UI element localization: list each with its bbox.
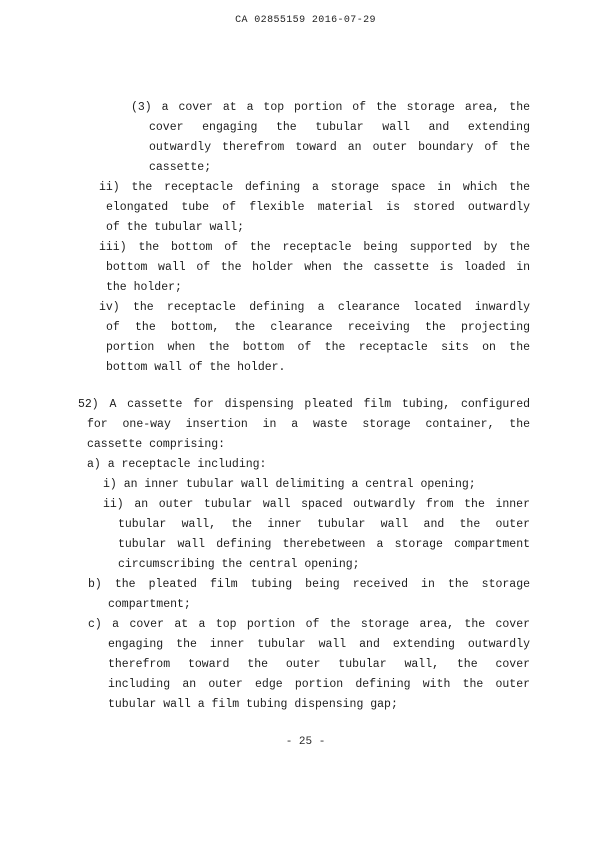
claim-text-line: the holder; bbox=[106, 281, 182, 294]
claim-text-line: outwardly therefrom toward an outer boundary of the bbox=[149, 141, 530, 154]
claim-text-line: c) a cover at a top portion of the storage area, the cover bbox=[88, 618, 530, 631]
claim-text-line: therefrom toward the outer tubular wall, the cover bbox=[108, 658, 530, 671]
claim-text-line: portion when the bottom of the receptacle sits on the bbox=[106, 341, 530, 354]
claim-text-line: ii) the receptacle defining a storage space in which the bbox=[99, 181, 530, 194]
claim-text-line: cassette comprising: bbox=[87, 438, 226, 451]
claim-text-line: a) a receptacle including: bbox=[87, 458, 267, 471]
claim-text-line: iii) the bottom of the receptacle being supported by the bbox=[99, 241, 530, 254]
claim-text-line: cassette; bbox=[149, 161, 212, 174]
document-header: CA 02855159 2016-07-29 bbox=[235, 15, 376, 26]
claim-text-line: bottom wall of the holder when the cassette is loaded in bbox=[106, 261, 530, 274]
claim-text-line: elongated tube of flexible material is stored outwardly bbox=[106, 201, 530, 214]
claim-text-line: tubular wall defining therebetween a storage compartment bbox=[118, 538, 530, 551]
claim-text-line: ii) an outer tubular wall spaced outwardly from the inner bbox=[103, 498, 530, 511]
claim-text-line: of the tubular wall; bbox=[106, 221, 245, 234]
claim-text-line: engaging the inner tubular wall and extending outwardly bbox=[108, 638, 530, 651]
claim-text-line: tubular wall, the inner tubular wall and the outer bbox=[118, 518, 530, 531]
claim-text-line: 52) A cassette for dispensing pleated film tubing, configured bbox=[78, 398, 530, 411]
claim-text-line: of the bottom, the clearance receiving the projecting bbox=[106, 321, 530, 334]
claim-text-line: tubular wall a film tubing dispensing gap; bbox=[108, 698, 398, 711]
claim-text-line: bottom wall of the holder. bbox=[106, 361, 286, 374]
claim-text-line: (3) a cover at a top portion of the storage area, the bbox=[131, 101, 530, 114]
page-number: - 25 - bbox=[285, 736, 326, 748]
claim-text-line: b) the pleated film tubing being received in the storage bbox=[88, 578, 530, 591]
claim-text-line: for one-way insertion in a waste storage container, the bbox=[87, 418, 530, 431]
claim-text-line: including an outer edge portion defining with the outer bbox=[108, 678, 530, 691]
claim-text-line: iv) the receptacle defining a clearance located inwardly bbox=[99, 301, 530, 314]
claim-text-line: compartment; bbox=[108, 598, 191, 611]
document-body bbox=[0, 98, 611, 715]
claim-text-line: cover engaging the tubular wall and extending bbox=[149, 121, 530, 134]
claim-text-line: circumscribing the central opening; bbox=[118, 558, 360, 571]
claim-text-line: i) an inner tubular wall delimiting a central opening; bbox=[103, 478, 476, 491]
